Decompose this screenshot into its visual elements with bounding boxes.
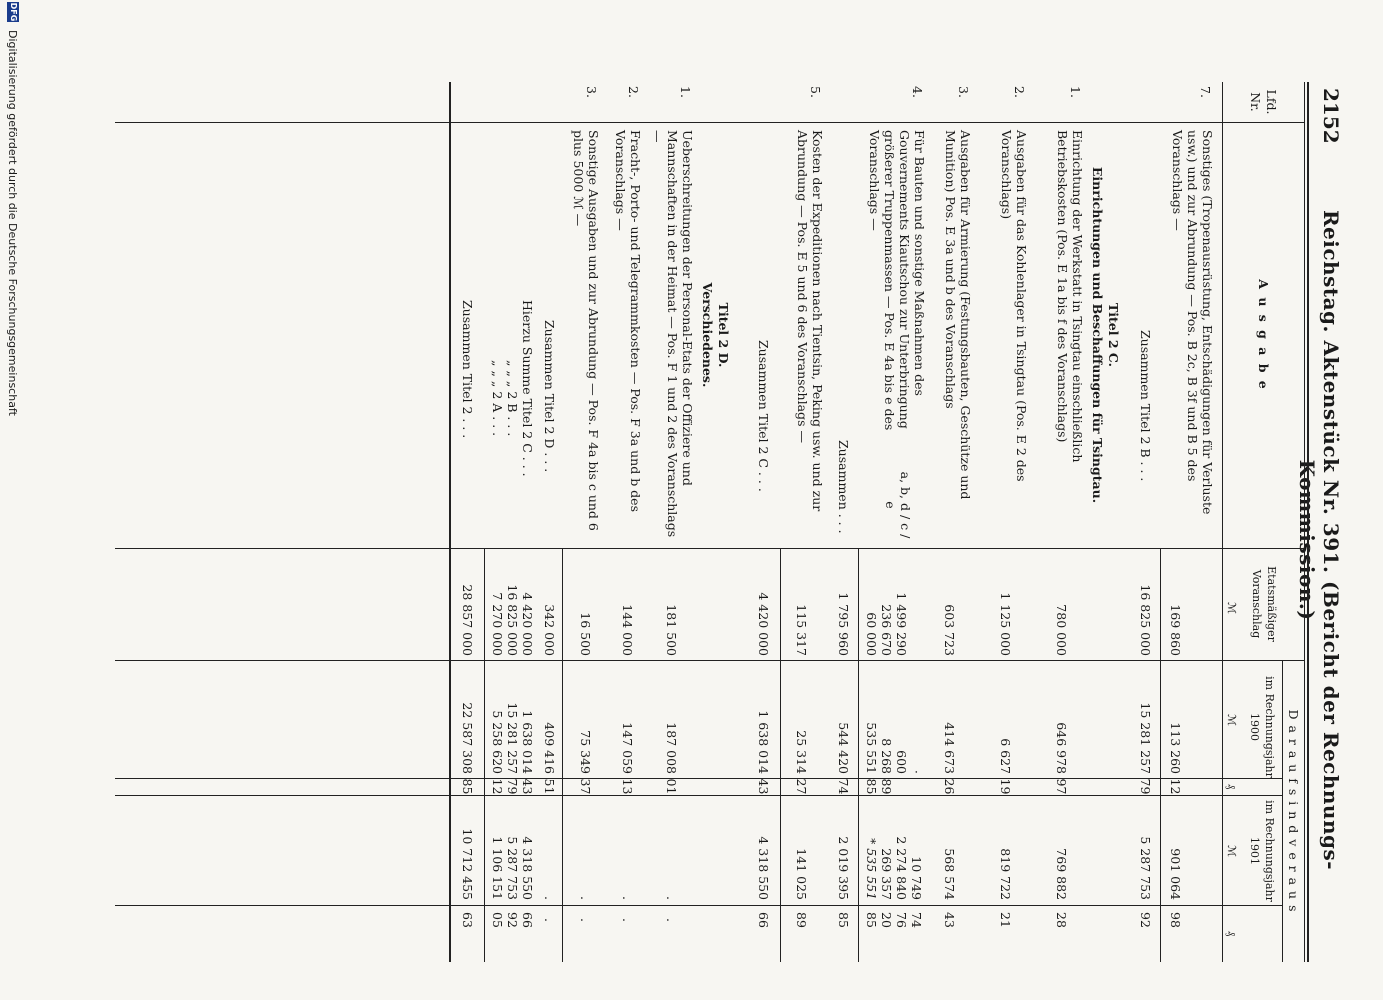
sum2c-label: Zusammen Titel 2 C . . . [756, 340, 771, 492]
row7-p1900: 12 [1168, 778, 1183, 795]
sum2b-m1901: 5 287 753 [1138, 836, 1153, 900]
page-title: Reichstag. Aktenstück Nr. 391. (Bericht der Rechnungs-Kommission.) [1295, 209, 1343, 871]
d3-p1901: . [578, 918, 593, 922]
c3-m1901: 568 574 [942, 848, 957, 900]
hierzu-2b-label: „ „ „ 2 B . . . [505, 360, 520, 437]
c1-text: Einrichtung der Werkstatt in Tsingtau einschließlich Betriebskosten (Pos. E 1a bis f des Voranschlags) [1055, 130, 1085, 463]
sum2-etat: 28 857 000 [460, 584, 475, 656]
c4-m1901-2: 269 357 [879, 848, 894, 900]
header-rule [1307, 82, 1309, 962]
d3-m1901: . [578, 896, 593, 900]
col-sep-etat [115, 660, 1305, 661]
hierzu-m1900-0: 1 638 014 [520, 710, 535, 774]
darauf-rule [1282, 660, 1283, 962]
c2-text: Ausgaben für das Kohlenlager in Tsingtau (Pos. E 2 des Voranschlags) [999, 130, 1029, 482]
sum2-m1900: 22 587 308 [460, 702, 475, 774]
sum2-p1900: 85 [460, 778, 475, 795]
sum2b-label: Zusammen Titel 2 B . . . [1138, 330, 1153, 482]
col-sep-1900pf [115, 795, 1283, 796]
c4-p1901-3: 85 [864, 912, 879, 928]
hierzu-p1900-2: 12 [490, 778, 505, 795]
page-number: 2152 [1319, 88, 1343, 144]
c4-p1901-1: 76 [894, 912, 909, 928]
d2-m1900: 147 059 [620, 722, 635, 774]
sum2-p1901: 63 [460, 912, 475, 928]
sum2d-etat: 342 000 [542, 604, 557, 656]
c4-etat-e: 60 000 [864, 612, 879, 656]
dfg-logo: DFG [9, 2, 18, 22]
sum-c-label: Zusammen . . . [836, 440, 851, 534]
titel2c-subheading: Einrichtungen und Beschaffungen für Tsingtau. [1090, 166, 1105, 504]
d1-nr: 1. [678, 86, 693, 98]
sum2c-rule [780, 548, 781, 962]
c4-m1901-3: * 535 551 [864, 838, 879, 900]
c4-text: Für Bauten und sonstige Maßnahmen des Gouvernements Kiautschou zur Unterbringung größerer Truppenmassen — Pos. E 4a bis e des Voranschlags — [867, 130, 927, 431]
c4-p1901-2: 20 [879, 912, 894, 928]
sum2c-m1901: 4 318 550 [756, 836, 771, 900]
c3-nr: 3. [956, 86, 971, 98]
d2-etat: 144 000 [620, 604, 635, 656]
page-header [1295, 0, 1343, 1000]
col-1901-pf: ₰ [1225, 930, 1238, 937]
c5-etat: 115 317 [794, 604, 809, 656]
col-1900: im Rechnungsjahr 1900 [1248, 676, 1276, 778]
c5-m1901: 141 025 [794, 848, 809, 900]
c4-brace: a, b, d / c / e [883, 471, 913, 539]
sum2c-p1901: 66 [756, 912, 771, 928]
sum2d-p1901: . [542, 918, 557, 922]
hierzu-etat-0: 4 420 000 [520, 592, 535, 656]
d3-p1900: 37 [578, 778, 593, 795]
c5-text: Kosten der Expeditionen nach Tientsin, Peking usw. und zur Abrundung — Pos. E 5 und 6 des Voranschlags — [795, 130, 825, 512]
sum2c-etat: 4 420 000 [756, 592, 771, 656]
col-sep-1900m [115, 778, 1283, 779]
col-etat-mark: ℳ [1225, 602, 1238, 614]
sum2c-p1900: 43 [756, 778, 771, 795]
sum2d-p1900: 51 [542, 778, 557, 795]
d1-etat: 181 500 [664, 604, 679, 656]
d1-m1901: . [664, 896, 679, 900]
titel2c-heading: Titel 2 C. [1106, 302, 1121, 367]
sum2-label: Zusammen Titel 2 . . . [460, 300, 475, 439]
c3-p1900: 26 [942, 778, 957, 795]
c1-m1900: 646 978 [1054, 722, 1069, 774]
c4-m1901-0: 10 749 [909, 856, 924, 900]
c1-p1900: 97 [1054, 778, 1069, 795]
col-1900-mark: ℳ [1225, 714, 1238, 726]
hierzu-etat-2: 7 270 000 [490, 592, 505, 656]
c5-m1900: 25 314 [794, 730, 809, 774]
sum2d-m1900: 409 416 [542, 722, 557, 774]
d1-text: Ueberschreitungen der Personal-Etats der Offiziere und Mannschaften in der Heimat — Pos. F 1 und 2 des Voranschlags — [650, 130, 695, 538]
c3-m1900: 414 673 [942, 722, 957, 774]
c3-etat: 603 723 [942, 604, 957, 656]
sum-c-p1901: 85 [836, 912, 851, 928]
hierzu-2a-label: „ „ „ 2 A . . . [490, 360, 505, 437]
titel2d-heading: Titel 2 D. [716, 302, 731, 368]
d1-p1901: . [664, 918, 679, 922]
hierzu-m1901-0: 4 318 550 [520, 836, 535, 900]
row7-text: Sonstiges (Tropenausrüstung, Entschädigungen für Verluste usw.) und zur Abrundung — Pos. B 2c, B 3f und B 5 des Voranschlags — [1170, 130, 1215, 515]
d2-p1900: 13 [620, 778, 635, 795]
sum2-m1901: 10 712 455 [460, 828, 475, 900]
header-rule-2 [1304, 82, 1305, 962]
c4-m1900-2: 8 268 [879, 738, 894, 774]
d2-m1901: . [620, 896, 635, 900]
sum-c-etat: 1 795 960 [836, 592, 851, 656]
hierzu-m1901-1: 5 287 753 [505, 836, 520, 900]
hierzu-etat-1: 16 825 000 [505, 584, 520, 656]
sum-c-rule [858, 548, 859, 962]
row7-nr: 7. [1198, 86, 1213, 98]
dfg-note: Digitalisierung gefördert durch die Deutsche Forschungsgemeinschaft [6, 30, 19, 416]
column-header-bottom [1222, 82, 1223, 962]
d3-m1900: 75 349 [578, 730, 593, 774]
col-sep-1901m [115, 905, 1283, 906]
c5-p1901: 89 [794, 912, 809, 928]
c2-m1900: 6 627 [998, 738, 1013, 774]
row7-m1901: 901 064 [1168, 848, 1183, 900]
sum-c-p1900: 74 [836, 778, 851, 795]
c1-nr: 1. [1068, 86, 1083, 98]
c3-text: Ausgaben für Armierung (Festungsbauten, Geschütze und Munition) Pos. E 3a und b des Voranschlags [943, 130, 973, 500]
hierzu-p1901-2: 05 [490, 912, 505, 928]
d3-etat: 16 500 [578, 612, 593, 656]
hierzu-p1900-1: 79 [505, 778, 520, 795]
d1-m1900: 187 008 [664, 722, 679, 774]
d2-p1901: . [620, 918, 635, 922]
c4-p1901-0: 74 [909, 912, 924, 928]
table-bottom-rule [449, 82, 451, 962]
hierzu-2c-label: Hierzu Summe Titel 2 C . . . [520, 300, 535, 477]
col-ausgabe: A u s g a b e [1256, 279, 1271, 391]
sum2b-etat: 16 825 000 [1138, 584, 1153, 656]
hierzu-m1901-2: 1 106 151 [490, 836, 505, 900]
c2-p1900: 19 [998, 778, 1013, 795]
c4-etat-c: 236 670 [879, 604, 894, 656]
c4-p1900-2: 89 [879, 778, 894, 795]
sum2d-rule [562, 548, 563, 962]
c4-m1900-0: · [909, 770, 924, 774]
d2-text: Fracht-, Porto- und Telegrammkosten — Pos. F 3a und b des Voranschlags — [613, 130, 643, 512]
row7-m1900: 113 260 [1168, 722, 1183, 774]
c3-p1901: 43 [942, 912, 957, 928]
d2-nr: 2. [626, 86, 641, 98]
col-1901: im Rechnungsjahr 1901 [1248, 800, 1276, 902]
hierzu-m1900-2: 5 258 620 [490, 710, 505, 774]
c1-m1901: 769 882 [1054, 848, 1069, 900]
sum2-rule [484, 548, 485, 962]
col-1900-pf: ₰ [1225, 783, 1238, 790]
titel2d-subheading: Verschiedenes. [700, 282, 715, 388]
row7-p1901: 98 [1168, 912, 1183, 928]
d3-nr: 3. [584, 86, 599, 98]
sum2d-label: Zusammen Titel 2 D . . . [542, 320, 557, 473]
sum2c-m1900: 1 638 014 [756, 710, 771, 774]
col-etat: Etatsmäßiger Voranschlag [1250, 566, 1278, 642]
c5-nr: 5. [808, 86, 823, 98]
sum-c-m1900: 544 420 [836, 722, 851, 774]
c4-etat-a: 1 499 290 [894, 592, 909, 656]
sum-c-m1901: 2 019 395 [836, 836, 851, 900]
hierzu-p1901-1: 92 [505, 912, 520, 928]
c4-p1900-3: 85 [864, 778, 879, 795]
d1-p1900: 01 [664, 778, 679, 795]
c1-etat: 780 000 [1054, 604, 1069, 656]
hierzu-p1900-0: 43 [520, 778, 535, 795]
col-nr: Nr. [1248, 92, 1263, 112]
sum2b-m1900: 15 281 257 [1138, 702, 1153, 774]
c4-nr: 4. [910, 86, 925, 98]
c2-p1901: 21 [998, 912, 1013, 928]
d3-text: Sonstige Ausgaben und zur Abrundung — Pos. F 4a bis c und 6 plus 5000 ℳ — [571, 130, 601, 531]
col-1901-mark: ℳ [1225, 845, 1238, 857]
sum2b-rule [1160, 548, 1161, 962]
col-darauf: D a r a u f s i n d v e r a u s [1286, 709, 1301, 913]
hierzu-p1901-0: 66 [520, 912, 535, 928]
c1-p1901: 28 [1054, 912, 1069, 928]
sum2d-m1901: . [542, 896, 557, 900]
c2-m1901: 819 722 [998, 848, 1013, 900]
c2-nr: 2. [1012, 86, 1027, 98]
c4-m1901-1: 2 274 840 [894, 836, 909, 900]
dfg-watermark [1, 0, 21, 1000]
c4-m1900-1: 600 [894, 750, 909, 774]
c2-etat: 1 125 000 [998, 592, 1013, 656]
sum2b-p1901: 92 [1138, 912, 1153, 928]
row7-etat: 169 860 [1168, 604, 1183, 656]
col-sep-text [115, 548, 1305, 549]
c5-p1900: 27 [794, 778, 809, 795]
c4-m1900-3: 535 551 [864, 722, 879, 774]
col-lfd: Lfd. [1264, 89, 1279, 115]
hierzu-m1900-1: 15 281 257 [505, 702, 520, 774]
sum2b-p1900: 79 [1138, 778, 1153, 795]
